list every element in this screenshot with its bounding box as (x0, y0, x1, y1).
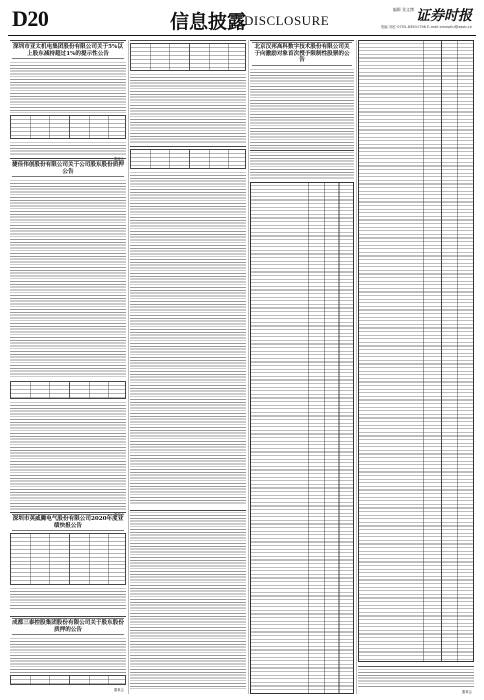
announcement-body (130, 511, 246, 689)
data-table (10, 533, 126, 585)
announcement-5 (250, 40, 354, 148)
column-2 (130, 40, 246, 694)
signature: 董事会 (113, 513, 124, 518)
column-4 (358, 40, 474, 694)
column-rule (128, 40, 129, 694)
announcement-body (250, 151, 354, 179)
announcement-title: 捷佳伟创股份有限公司关于公司股东股份质押公告 (12, 160, 124, 177)
data-table (10, 115, 126, 139)
announcement-body (250, 68, 354, 158)
column-3 (250, 40, 354, 694)
announcement-body (130, 73, 246, 143)
data-table (130, 43, 246, 71)
footnote-body (358, 668, 474, 688)
announcement-body (10, 179, 126, 379)
announcement-title: 深圳市英威腾电气股份有限公司2020年度业绩快报公告 (12, 514, 124, 531)
announcement-body (10, 587, 126, 609)
column-rule (356, 40, 357, 694)
announcement-body (10, 61, 126, 113)
table-footnote (358, 666, 474, 694)
grantee-list-table (250, 182, 354, 694)
announcement-1 (10, 40, 126, 162)
announcement-continued (130, 510, 246, 694)
newspaper-logo: 证券时报 (416, 8, 472, 24)
signature: 董事会 (113, 688, 124, 693)
page-number: D20 (12, 6, 49, 31)
announcement-body (10, 401, 126, 511)
column-rule (248, 40, 249, 694)
data-table (10, 381, 126, 399)
grantee-list-table-continued (358, 40, 474, 662)
announcement-continued (130, 146, 246, 508)
editor-credit: 编辑 张文博 (392, 7, 414, 12)
announcement-3 (10, 512, 126, 614)
section-title-cn: 信息披露 (170, 11, 247, 33)
announcement-4 (10, 616, 126, 694)
section-title-en: DISCLOSURE (244, 13, 330, 28)
contact-line: 美编 刘红·0755-83501796 E-mail:xinxipilu@zqsb.cn (380, 25, 472, 29)
signature: 董事会 (461, 690, 472, 694)
announcement-body (130, 171, 246, 505)
announcement-body (10, 141, 126, 155)
announcement-title: 北京汉邦高科数字技术股份有限公司关于向激励对象首次授予限制性股票的公告 (252, 42, 352, 66)
data-table (10, 675, 126, 685)
announcement-continued (130, 40, 246, 144)
column-1 (10, 40, 126, 694)
announcement-title: 深圳市亚太机电集团股份有限公司关于5%以上股东减持超过1%的提示性公告 (12, 42, 124, 59)
announcement-title: 成都三泰控股集团股份有限公司关于股东股份质押的公告 (12, 618, 124, 635)
data-table (130, 149, 246, 169)
masthead (8, 4, 476, 36)
announcement-body-block (250, 150, 354, 180)
announcement-2 (10, 158, 126, 518)
signature: 董事会 (113, 157, 124, 162)
announcement-body (10, 637, 126, 673)
